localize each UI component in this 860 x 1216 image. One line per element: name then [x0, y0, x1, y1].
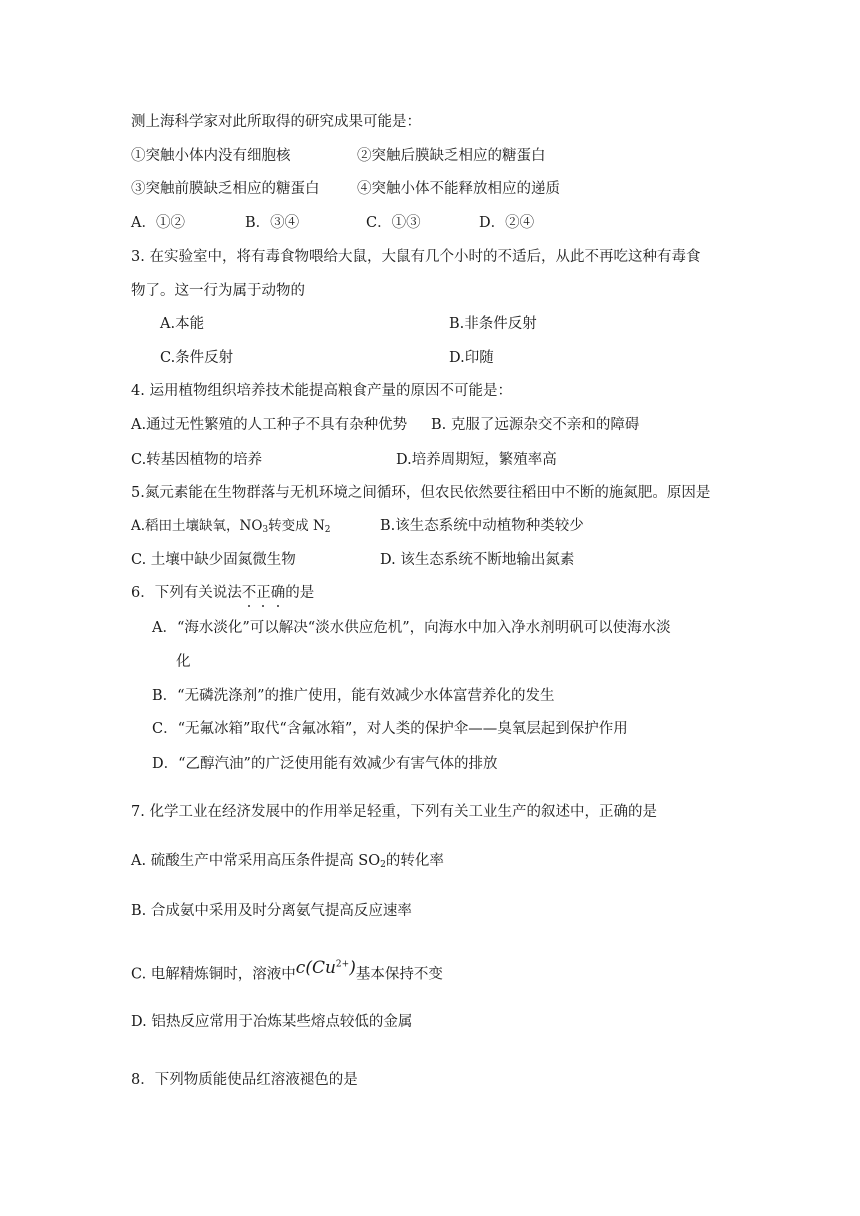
q2-option-2: ②突触后膜缺乏相应的糖蛋白: [357, 148, 546, 164]
q2-choice-a: A．①②: [131, 215, 185, 231]
q5-choice-a-subscript-1: 3: [262, 525, 269, 535]
q3-stem-line-1: 3. 在实验室中，将有毒食物喂给大鼠，大鼠有几个小时的不适后，从此不再吃这种有毒食: [131, 249, 701, 265]
q4-choice-c: C.转基因植物的培养: [131, 452, 263, 468]
q6-stem: [131, 583, 314, 603]
intro-line: 测上海科学家对此所取得的研究成果可能是：: [131, 114, 421, 130]
q4-choice-d: D.培养周期短，繁殖率高: [396, 452, 557, 468]
q6-emphasis-char-1: 不: [242, 585, 257, 601]
q7-stem: 7. 化学工业在经济发展中的作用举足轻重，下列有关工业生产的叙述中，正确的是: [131, 804, 657, 820]
q3-choice-a: A.本能: [160, 316, 205, 332]
q2-choice-c: C．①③: [366, 215, 421, 231]
q2-option-1: ①突触小体内没有细胞核: [131, 148, 291, 164]
q5-stem: 5.氮元素能在生物群落与无机环境之间循环，但农民依然要往稻田中不断的施氮肥。原因是: [131, 485, 711, 501]
q3-choice-c: C.条件反射: [160, 350, 234, 366]
q7-choice-a-text: A. 硫酸生产中常采用高压条件提高 SO: [131, 853, 381, 869]
q6-choice-a-line-2: 化: [176, 654, 191, 670]
q7-choice-a-subscript: 2: [380, 860, 386, 870]
q6-choice-a-line-1: A．“海水淡化”可以解决“淡水供应危机”，向海水中加入净水剂明矾可以使海水淡: [152, 620, 671, 636]
q6-emphasis-char-3: 确: [271, 585, 286, 601]
q5-choice-c: C. 土壤中缺少固氮微生物: [131, 552, 296, 568]
q6-choice-d: D．“乙醇汽油”的广泛使用能有效减少有害气体的排放: [152, 756, 498, 772]
q5-choice-a-text-2: 转变成 N: [268, 518, 325, 534]
q2-option-3: ③突触前膜缺乏相应的糖蛋白: [131, 181, 320, 197]
q6-stem-text: 6．下列有关说法: [131, 585, 242, 601]
q4-stem: 4. 运用植物组织培养技术能提高粮食产量的原因不可能是：: [131, 383, 512, 399]
q7-choice-c: [131, 957, 443, 985]
q3-stem-line-2: 物了。这一行为属于动物的: [131, 283, 305, 299]
q5-choice-d: D. 该生态系统不断地输出氮素: [380, 552, 575, 568]
q7-choice-c-tail: 基本保持不变: [355, 966, 443, 983]
copper-ion-concentration-formula: $c(Cu^{2+})$: [295, 957, 356, 978]
q6-choice-b: B．“无磷洗涤剂”的推广使用，能有效减少水体富营养化的发生: [152, 688, 555, 704]
q4-choice-b: B. 克服了远源杂交不亲和的障碍: [431, 417, 640, 433]
q5-choice-a-text: A.稻田土壤缺氧，NO: [131, 518, 263, 534]
q3-choice-d: D.印随: [449, 350, 494, 366]
q3-choice-b: B.非条件反射: [449, 316, 537, 332]
q7-choice-d: D. 铝热反应常用于冶炼某些熔点较低的金属: [131, 1014, 413, 1030]
q6-choice-c: C．“无氟冰箱”取代“含氟冰箱”，对人类的保护伞——臭氧层起到保护作用: [152, 721, 628, 737]
q7-choice-a-tail: 的转化率: [385, 853, 444, 869]
q7-choice-a: [131, 851, 444, 871]
q7-choice-c-text: C. 电解精炼铜时，溶液中: [131, 966, 296, 983]
q5-choice-a-subscript-2: 2: [324, 525, 331, 535]
q8-stem: 8．下列物质能使品红溶液褪色的是: [131, 1072, 358, 1088]
q6-emphasis-char-2: 正: [256, 585, 271, 601]
q2-choice-b: B．③④: [245, 215, 300, 231]
q5-choice-b: B.该生态系统中动植物种类较少: [380, 518, 584, 534]
q7-choice-b: B. 合成氨中采用及时分离氨气提高反应速率: [131, 903, 412, 919]
q4-choice-a: A.通过无性繁殖的人工种子不具有杂种优势: [131, 417, 408, 433]
q2-option-4: ④突触小体不能释放相应的递质: [357, 181, 560, 197]
q5-choice-a: [131, 516, 331, 536]
q6-stem-tail: 的是: [285, 585, 315, 601]
q2-choice-d: D．②④: [479, 215, 535, 231]
